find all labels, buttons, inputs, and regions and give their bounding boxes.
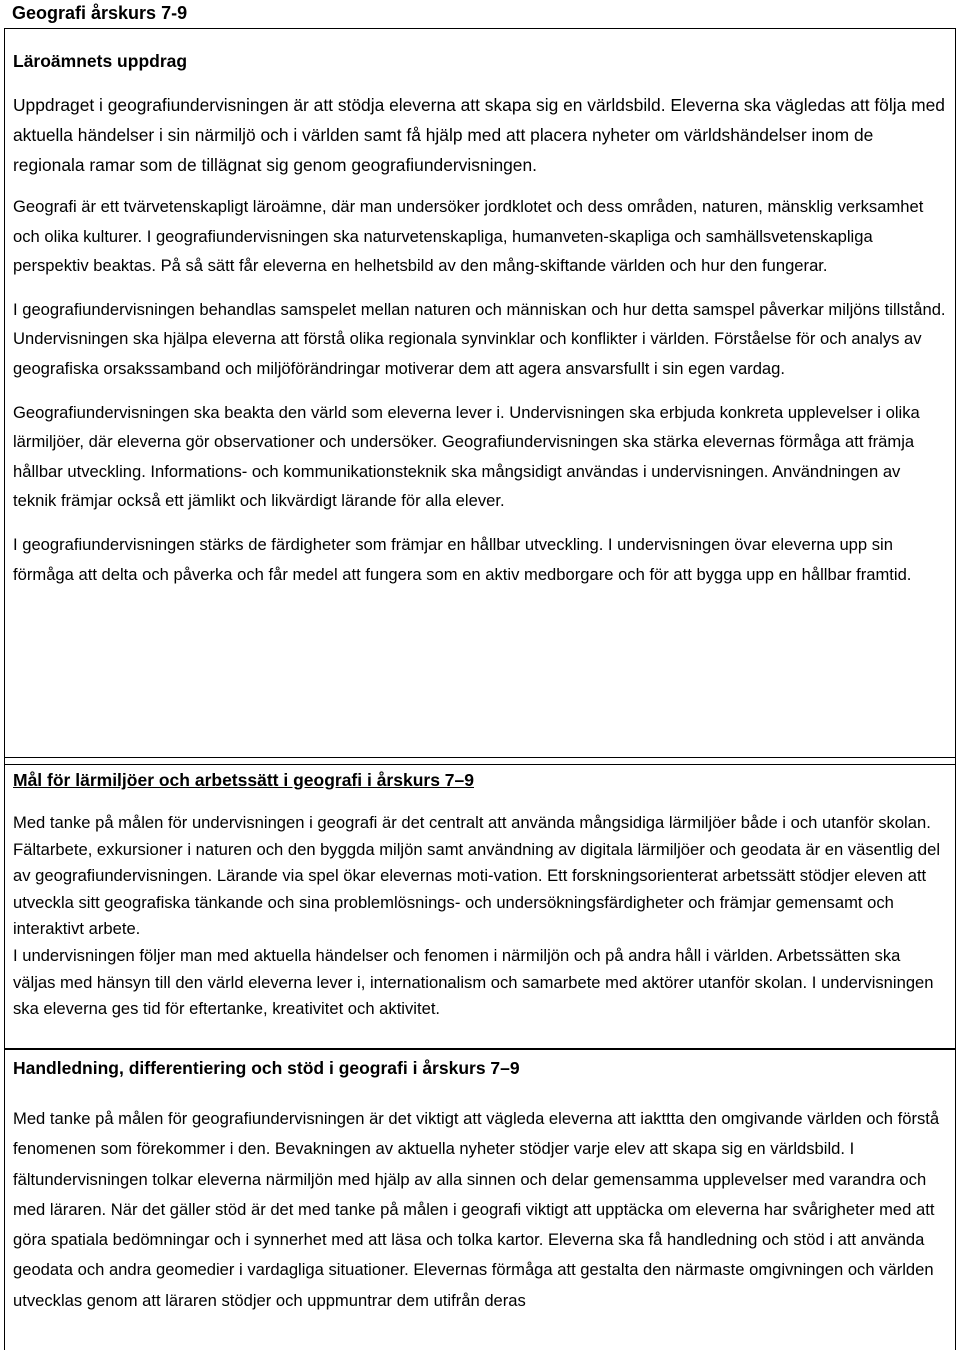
paragraph: I geografiundervisningen stärks de färdigheter som främjar en hållbar utveckling. I undervisningen övar eleverna upp sin förmåga att delta och påverka och får medel att fungera som en aktiv medborgare och för att bygga upp en hållbar framtid. (13, 534, 912, 584)
section-mal-for-larmiljoer (4, 757, 956, 1049)
paragraph: Geografi är ett tvärvetenskapligt läroämne, där man undersöker jordklotet och dess områden, naturen, mänsklig verksamhet och olika kulturer. I geografiundervisningen ska naturvetenskapliga, humanveten-skapliga och samhällsvetenskapliga perspektiv beaktas. På så sätt får eleverna en helhetsbild av den mång-skiftande världen och hur den fungerar. (13, 197, 924, 276)
page-title: Geografi årskurs 7-9 (12, 3, 188, 23)
section-heading: Mål för lärmiljöer och arbetssätt i geografi i årskurs 7–9 (13, 770, 474, 790)
section-laroamnets-uppdrag (4, 28, 956, 765)
paragraph: I geografiundervisningen behandlas samspelet mellan naturen och människan och hur detta samspel påverkar miljöns tillstånd. Undervisningen ska hjälpa eleverna att förstå olika regionala synvinklar och konflikter i världen. Förståelse för och analys av geografiska orsakssamband och miljöförändringar motiverar dem att agera ansvarsfullt i sin egen vardag. (13, 299, 946, 378)
paragraph: Med tanke på målen för geografiundervisningen är det viktigt att vägleda eleverna att iakttta den omgivande världen och förstå fenomenen som förekommer i den. Bevakningen av aktuella nyheter stödjer varje elev att skapa sig en världsbild. I fältundervisningen tolkar eleverna närmiljön med hjälp av alla sinnen och delar gemensamma upplevelser med varandra och med läraren. När det gäller stöd är det med tanke på målen i geografi viktigt att upptäcka om eleverna har svårigheter med att göra spatiala bedömningar och i synnerhet med att läsa och tolka kartor. Eleverna ska få handledning och stöd i att använda geodata och andra geomedier i vardagliga situationer. Elevernas förmåga att gestalta den närmaste omgivningen och världen utvecklas genom att läraren stödjer och uppmuntrar dem utifrån deras (13, 1109, 940, 1310)
paragraph: Uppdraget i geografiundervisningen är att stödja eleverna att skapa sig en världsbild. Eleverna ska vägledas att följa med aktuella händelser i sin närmiljö och i världen samt få hjälp med att placera nyheter om världshändelser inom de regionala ramar som de tillägnat sig genom geografiundervisningen. (13, 95, 945, 175)
section-heading: Handledning, differentiering och stöd i geografi i årskurs 7–9 (13, 1058, 520, 1078)
paragraph: Med tanke på målen för undervisningen i geografi är det centralt att använda mångsidiga lärmiljöer både i och utanför skolan. Fältarbete, exkursioner i naturen och den byggda miljön samt användning av digitala lärmiljöer och geodata är en väsentlig del av geografiundervisningen. Lärande via spel ökar elevernas moti-vation. Ett forskningsorienterat arbetssätt stödjer eleven att utveckla sitt geografiska tänkande och sina problemlösnings- och undersökningsfärdigheter och främjar gemensamt och interaktivt arbete. (13, 813, 941, 939)
section-heading: Läroämnets uppdrag (13, 51, 188, 71)
paragraph: I undervisningen följer man med aktuella händelser och fenomen i närmiljön och på andra håll i världen. Arbetssätten ska väljas med hänsyn till den värld eleverna lever i, internationalism och samarbete med aktörer utanför skolan. I undervisningen ska eleverna ges tid för eftertanke, kreativitet och aktivitet. (13, 945, 934, 1019)
paragraph: Geografiundervisningen ska beakta den värld som eleverna lever i. Undervisningen ska erbjuda konkreta upplevelser i olika lärmiljöer, där eleverna gör observationer och undersöker. Geografiundervisningen ska stärka elevernas förmåga att främja hållbar utveckling. Informations- och kommunikationsteknik ska mångsidigt användas i undervisningen. Användningen av teknik främjar också ett jämlikt och likvärdigt lärande för alla elever. (13, 402, 920, 511)
section-handledning (4, 1049, 956, 1350)
